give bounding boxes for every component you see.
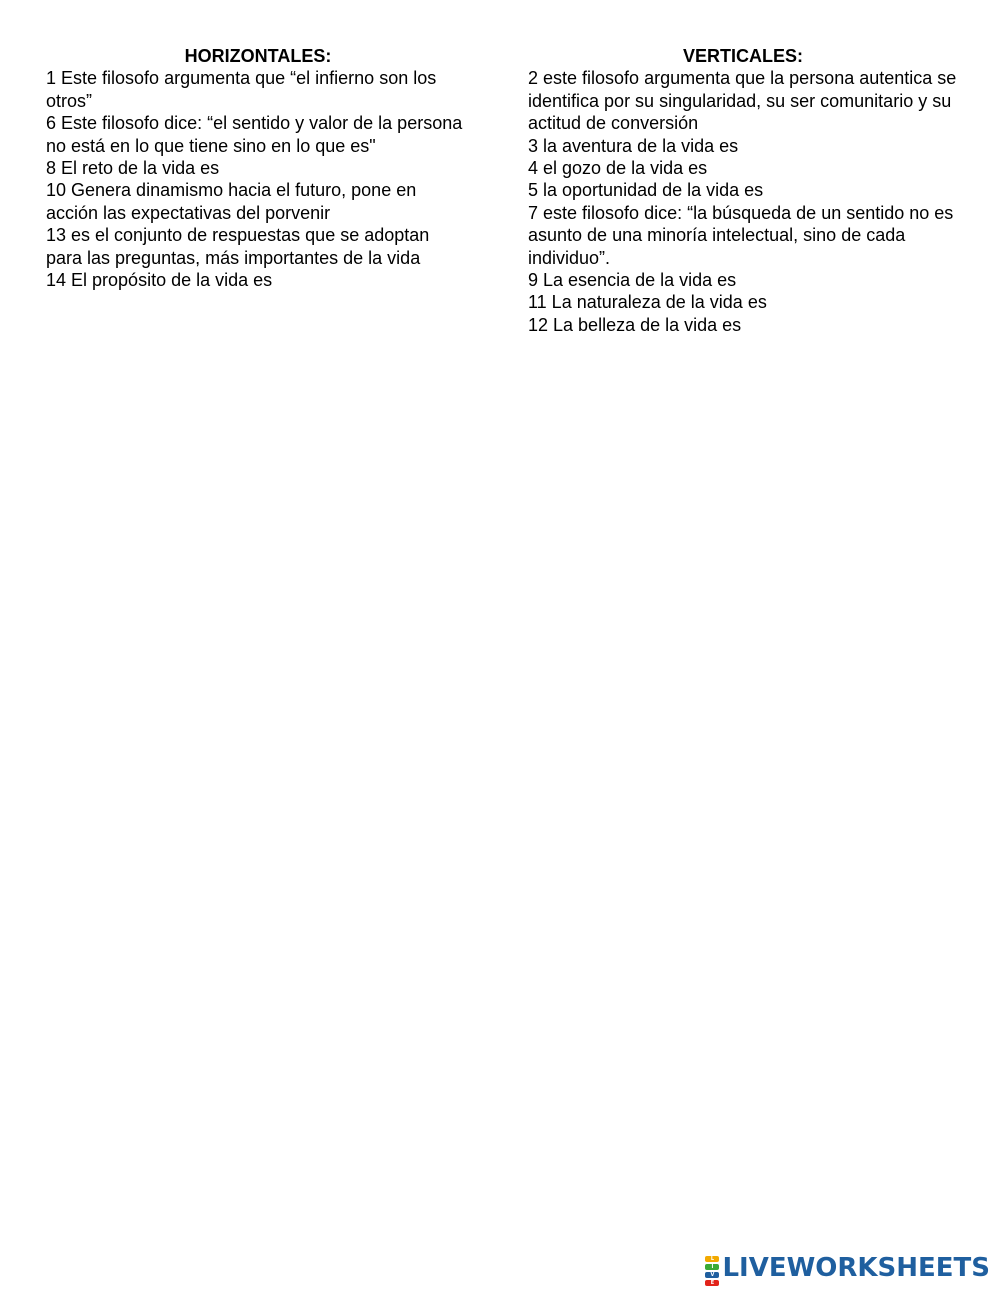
logo-letter-l: L [705, 1256, 719, 1262]
liveworksheets-logo-icon [705, 1255, 719, 1286]
clue-horizontal-13: 13 es el conjunto de respuestas que se adoptan para las preguntas, más importantes de la vida [46, 225, 430, 268]
verticales-heading: VERTICALES: [682, 46, 803, 66]
clue-vertical-11: 11 La naturaleza de la vida es [528, 292, 767, 313]
clue-vertical-12: 12 La belleza de la vida es [528, 314, 742, 335]
logo-letter-i: I [705, 1264, 719, 1270]
clue-vertical-9: 9 La esencia de la vida es [528, 270, 737, 291]
liveworksheets-brand [705, 1253, 990, 1286]
clue-horizontal-8: 8 El reto de la vida es [46, 158, 220, 179]
clue-vertical-2: 2 este filosofo argumenta que la persona autentica se identifica por su singularidad, su ser comunitario y su actitud de conversión [528, 68, 957, 134]
clue-horizontal-10: 10 Genera dinamismo hacia el futuro, pone en acción las expectativas del porvenir [46, 180, 417, 223]
clue-vertical-5: 5 la oportunidad de la vida es [528, 180, 764, 201]
horizontales-heading: HORIZONTALES: [184, 46, 332, 66]
verticales-column [528, 45, 958, 336]
clue-vertical-3: 3 la aventura de la vida es [528, 135, 739, 156]
clue-horizontal-1: 1 Este filosofo argumenta que “el infierno son los otros” [46, 68, 437, 111]
liveworksheets-name: LIVEWORKSHEETS [722, 1253, 990, 1283]
logo-letter-e: E [705, 1280, 719, 1286]
horizontales-column [46, 45, 470, 291]
clue-horizontal-14: 14 El propósito de la vida es [46, 270, 273, 291]
clue-horizontal-6: 6 Este filosofo dice: “el sentido y valor de la persona no está en lo que tiene sino en lo que es" [46, 113, 463, 156]
logo-letter-v: V [705, 1272, 719, 1278]
clue-vertical-4: 4 el gozo de la vida es [528, 158, 708, 179]
clue-vertical-7: 7 este filosofo dice: “la búsqueda de un sentido no es asunto de una minoría intelectual, sino de cada individuo”. [528, 202, 954, 268]
